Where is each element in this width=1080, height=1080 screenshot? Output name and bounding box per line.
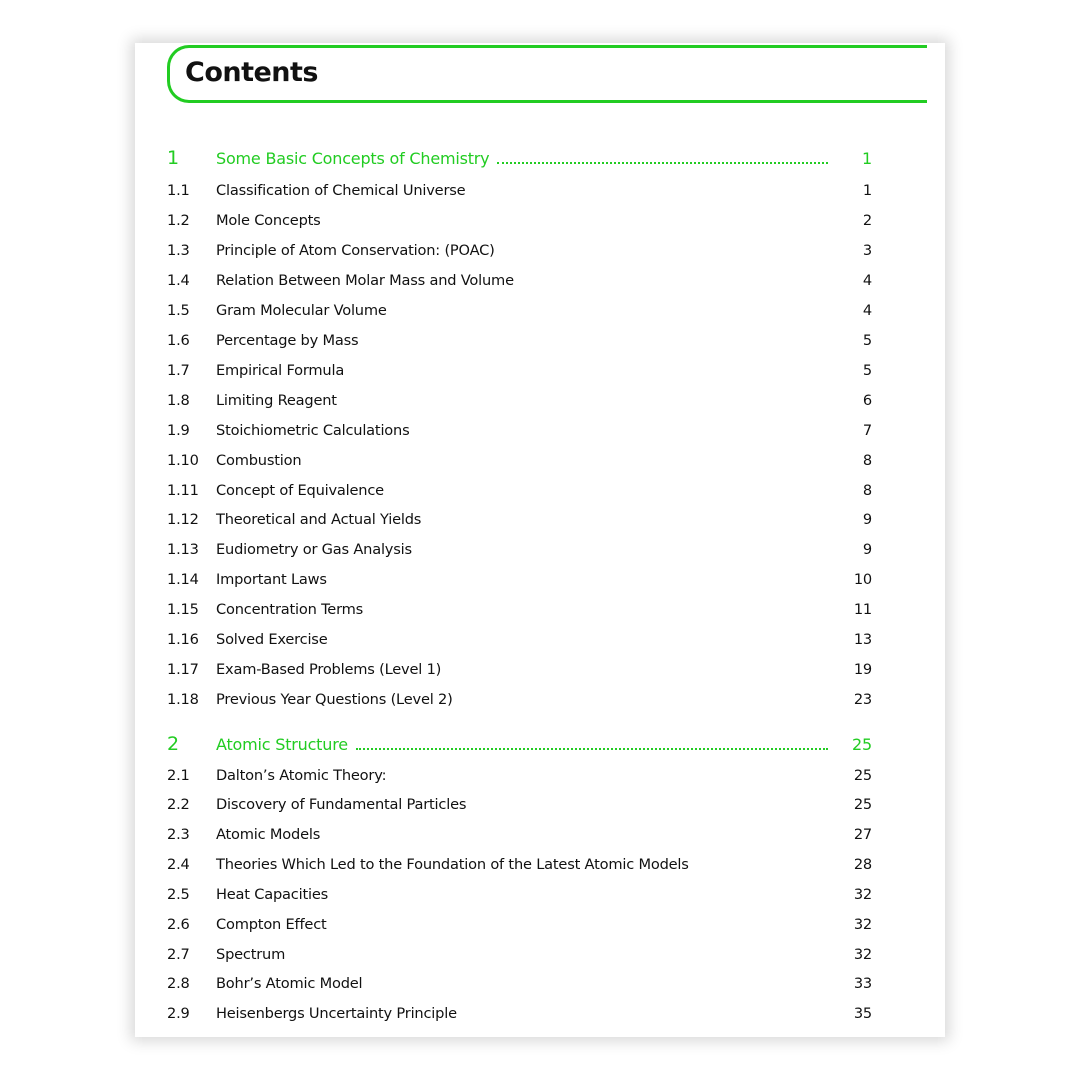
chapter-page-number: 25 [852,734,872,754]
section-number: 1.7 [167,361,190,379]
section-title: Solved Exercise [216,630,328,648]
section-entry[interactable] [167,537,872,561]
section-title: Important Laws [216,570,327,588]
section-page-number: 11 [853,600,872,618]
section-entry[interactable] [167,882,872,906]
section-entry[interactable] [167,478,872,502]
section-number: 1.16 [167,630,199,648]
section-number: 1.17 [167,660,199,678]
section-entry[interactable] [167,942,872,966]
section-entry[interactable] [167,852,872,876]
chapter-number: 1 [167,147,179,169]
section-number: 1.5 [167,301,190,319]
section-entry[interactable] [167,763,872,787]
section-number: 1.6 [167,331,190,349]
section-title: Heisenbergs Uncertainty Principle [216,1004,457,1022]
section-title: Limiting Reagent [216,391,337,409]
section-entry[interactable] [167,238,872,262]
section-number: 1.8 [167,391,190,409]
section-page-number: 6 [862,391,872,409]
section-title: Spectrum [216,945,286,963]
document-page [135,43,945,1037]
section-number: 1.10 [167,451,199,469]
section-number: 2.1 [167,766,190,784]
section-page-number: 25 [853,795,872,813]
chapter-title: Some Basic Concepts of Chemistry [216,148,490,168]
section-number: 2.7 [167,945,190,963]
section-entry[interactable] [167,792,872,816]
section-number: 1.9 [167,421,190,439]
section-page-number: 9 [862,510,872,528]
section-entry[interactable] [167,388,872,412]
section-title: Mole Concepts [216,211,321,229]
section-entry[interactable] [167,971,872,995]
chapter-page-number: 1 [862,148,872,168]
section-entry[interactable] [167,912,872,936]
section-number: 1.2 [167,211,190,229]
section-title: Principle of Atom Conservation: (POAC) [216,241,495,259]
section-page-number: 5 [862,361,872,379]
section-title: Gram Molecular Volume [216,301,387,319]
section-title: Stoichiometric Calculations [216,421,410,439]
section-title: Classification of Chemical Universe [216,181,466,199]
section-title: Empirical Formula [216,361,345,379]
section-page-number: 33 [853,974,872,992]
section-number: 1.15 [167,600,199,618]
section-page-number: 28 [853,855,872,873]
section-number: 1.12 [167,510,199,528]
section-number: 2.6 [167,915,190,933]
section-entry[interactable] [167,822,872,846]
section-entry[interactable] [167,567,872,591]
section-page-number: 7 [862,421,872,439]
section-title: Compton Effect [216,915,327,933]
section-page-number: 8 [862,481,872,499]
section-number: 1.18 [167,690,199,708]
dot-leader [356,748,828,750]
chapter-entry[interactable] [167,732,872,756]
section-number: 2.3 [167,825,190,843]
section-title: Concept of Equivalence [216,481,384,499]
section-number: 2.8 [167,974,190,992]
section-title: Discovery of Fundamental Particles [216,795,467,813]
section-entry[interactable] [167,448,872,472]
section-title: Previous Year Questions (Level 2) [216,690,453,708]
section-page-number: 9 [862,540,872,558]
section-entry[interactable] [167,298,872,322]
section-number: 1.4 [167,271,190,289]
contents-header [167,45,927,103]
section-title: Exam-Based Problems (Level 1) [216,660,442,678]
section-entry[interactable] [167,597,872,621]
section-page-number: 8 [862,451,872,469]
section-number: 2.2 [167,795,190,813]
section-entry[interactable] [167,178,872,202]
section-number: 1.3 [167,241,190,259]
section-page-number: 10 [853,570,872,588]
section-page-number: 25 [853,766,872,784]
section-entry[interactable] [167,208,872,232]
section-page-number: 32 [853,945,872,963]
section-page-number: 19 [853,660,872,678]
section-title: Heat Capacities [216,885,329,903]
section-page-number: 27 [853,825,872,843]
chapter-entry[interactable] [167,146,872,170]
section-page-number: 35 [853,1004,872,1022]
section-page-number: 1 [862,181,872,199]
section-title: Eudiometry or Gas Analysis [216,540,412,558]
section-number: 1.13 [167,540,199,558]
section-entry[interactable] [167,507,872,531]
section-page-number: 5 [862,331,872,349]
section-page-number: 32 [853,915,872,933]
section-title: Percentage by Mass [216,331,359,349]
section-number: 1.14 [167,570,199,588]
dot-leader [497,162,828,164]
section-page-number: 13 [853,630,872,648]
section-page-number: 2 [862,211,872,229]
section-title: Dalton’s Atomic Theory: [216,766,387,784]
section-page-number: 23 [853,690,872,708]
section-number: 2.5 [167,885,190,903]
section-page-number: 4 [862,301,872,319]
section-page-number: 32 [853,885,872,903]
section-entry[interactable] [167,627,872,651]
section-entry[interactable] [167,268,872,292]
section-entry[interactable] [167,358,872,382]
section-number: 2.9 [167,1004,190,1022]
section-title: Atomic Models [216,825,321,843]
section-entry[interactable] [167,687,872,711]
page-title: Contents [185,57,319,88]
section-title: Theories Which Led to the Foundation of the Latest Atomic Models [216,855,689,873]
section-number: 2.4 [167,855,190,873]
section-entry[interactable] [167,418,872,442]
section-title: Combustion [216,451,302,469]
section-title: Relation Between Molar Mass and Volume [216,271,514,289]
section-title: Concentration Terms [216,600,364,618]
section-page-number: 3 [862,241,872,259]
section-page-number: 4 [862,271,872,289]
section-entry[interactable] [167,1001,872,1025]
section-entry[interactable] [167,328,872,352]
section-title: Theoretical and Actual Yields [216,510,422,528]
chapter-number: 2 [167,733,179,755]
section-entry[interactable] [167,657,872,681]
section-number: 1.11 [167,481,199,499]
section-number: 1.1 [167,181,190,199]
chapter-title: Atomic Structure [216,734,348,754]
section-title: Bohr’s Atomic Model [216,974,363,992]
